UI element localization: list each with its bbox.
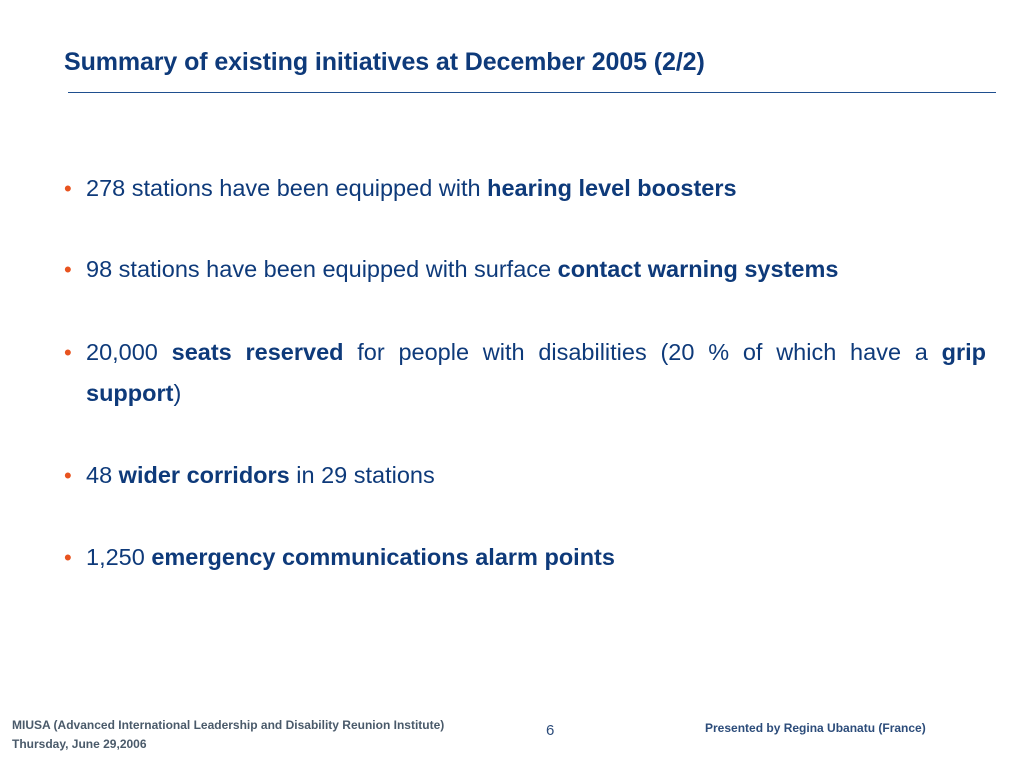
bullet-icon: • — [64, 340, 72, 365]
bullet-text: for people with disabilities (20 % of which have a — [343, 339, 942, 365]
bullet-emphasis: contact warning systems — [557, 256, 839, 282]
bullet-text: 278 stations have been equipped with — [86, 175, 488, 201]
bullet-icon: • — [64, 176, 72, 201]
footer-left — [12, 716, 444, 754]
bullet-list — [64, 168, 986, 578]
bullet-item — [64, 455, 986, 496]
bullet-emphasis: grip support — [86, 339, 986, 406]
bullet-item — [64, 537, 986, 578]
bullet-emphasis: seats reserved — [171, 339, 344, 365]
slide-title: Summary of existing initiatives at December 2005 (2/2) — [64, 48, 705, 76]
title-divider — [68, 92, 996, 93]
bullet-item — [64, 249, 986, 290]
bullet-item — [64, 332, 986, 414]
footer-organization: MIUSA (Advanced International Leadership and Disability Reunion Institute) — [12, 718, 445, 732]
bullet-text: 20,000 — [86, 339, 172, 365]
bullet-icon: • — [64, 463, 72, 488]
bullet-text: ) — [173, 380, 182, 406]
footer-date: Thursday, June 29,2006 — [12, 737, 147, 751]
footer-presenter: Presented by Regina Ubanatu (France) — [705, 721, 926, 735]
bullet-text: 1,250 — [86, 544, 152, 570]
bullet-item — [64, 168, 986, 209]
bullet-emphasis: emergency communications alarm points — [151, 544, 615, 570]
bullet-icon: • — [64, 257, 72, 282]
bullet-text: 98 stations have been equipped with surface — [86, 256, 558, 282]
bullet-text: 48 — [86, 462, 119, 488]
bullet-emphasis: hearing level boosters — [487, 175, 737, 201]
page-number: 6 — [546, 722, 555, 739]
bullet-text: in 29 stations — [289, 462, 435, 488]
bullet-icon: • — [64, 545, 72, 570]
bullet-emphasis: wider corridors — [118, 462, 290, 488]
